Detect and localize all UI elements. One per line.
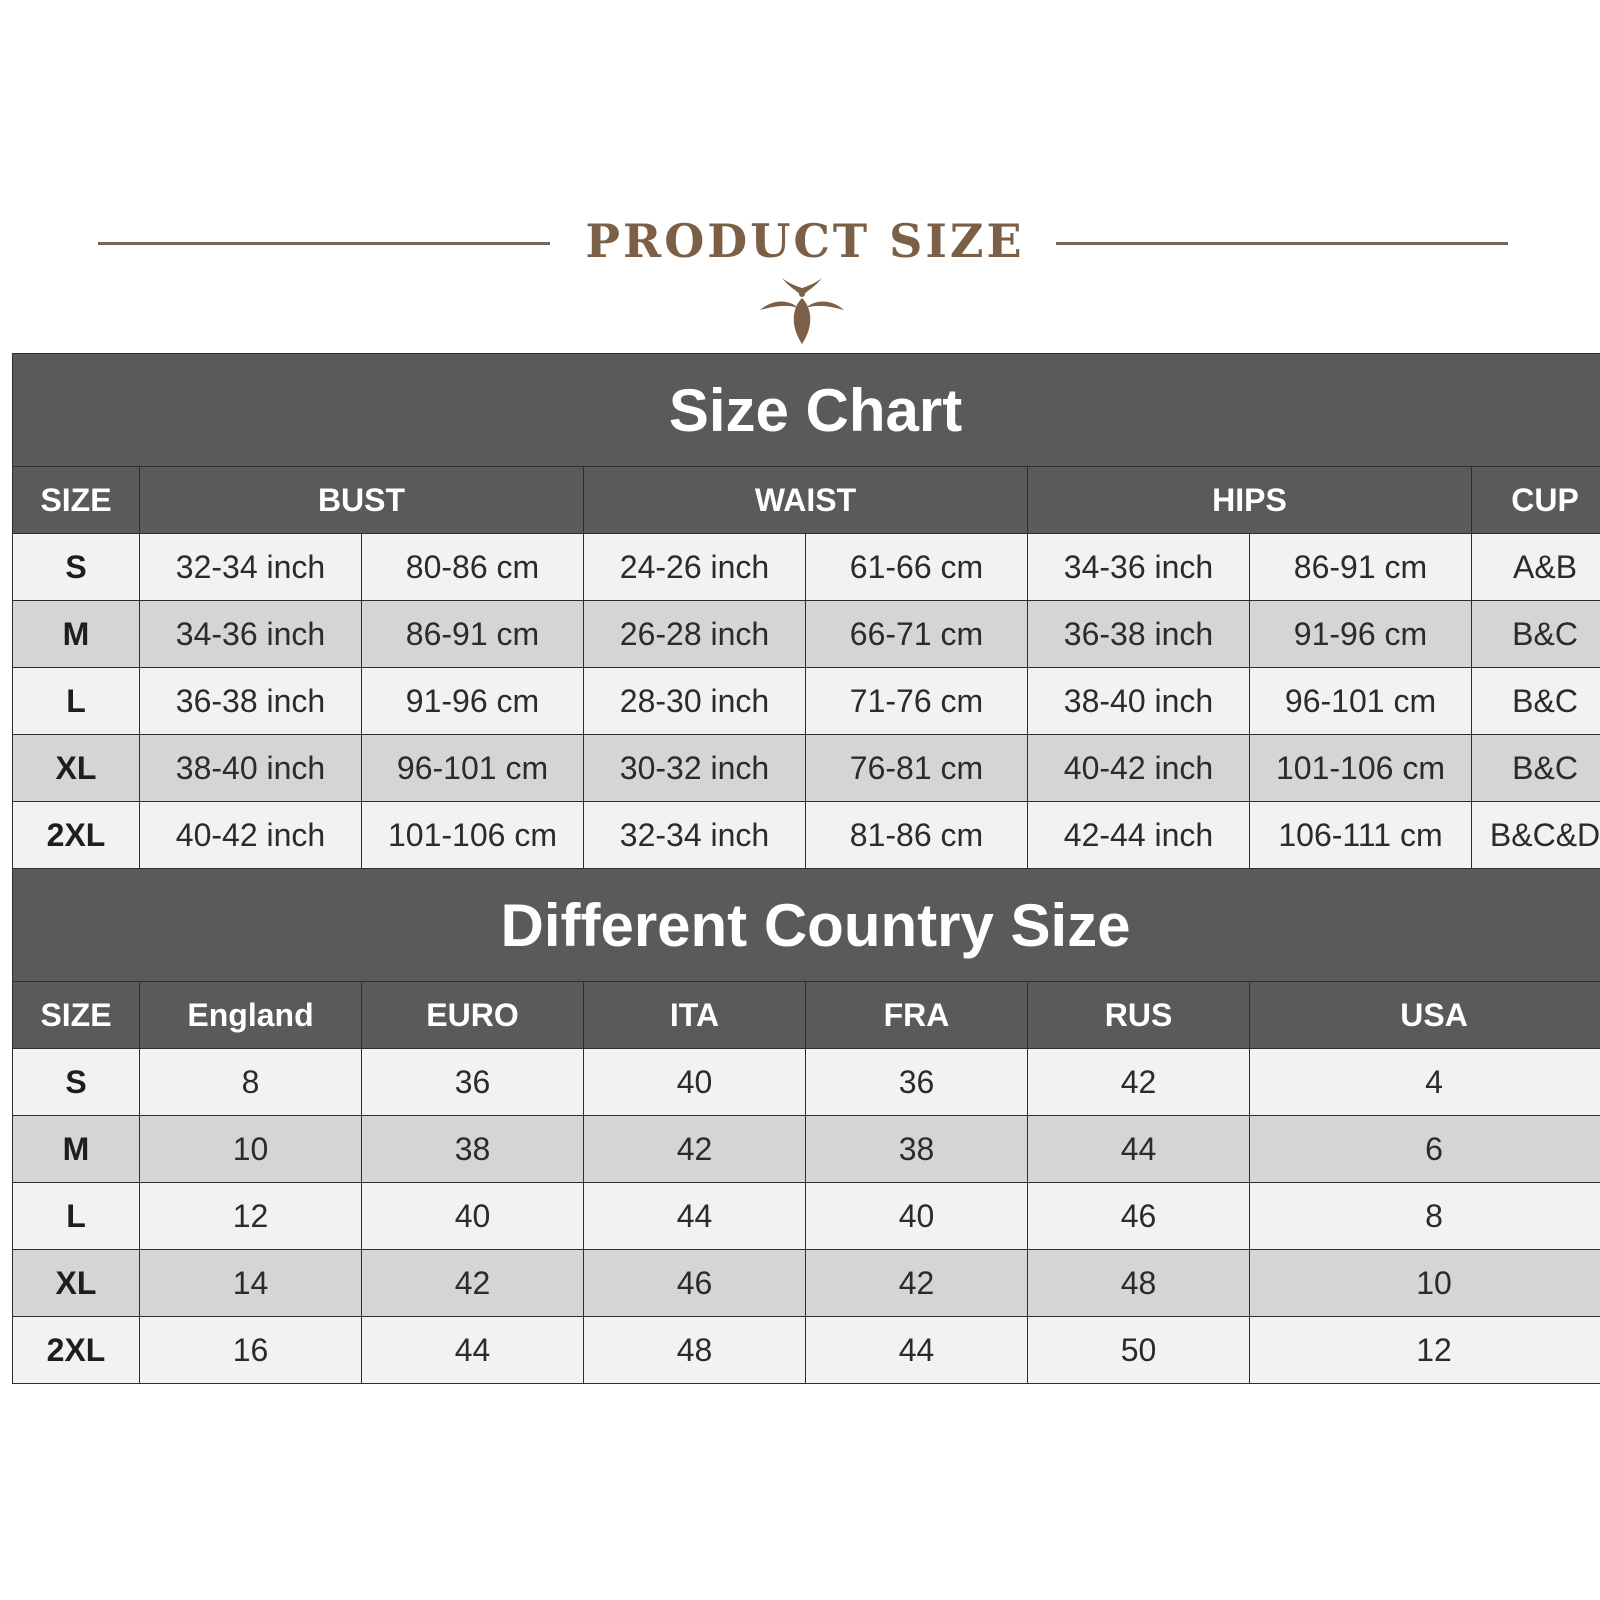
- rus-cell: 48: [1028, 1250, 1250, 1317]
- england-cell: 16: [140, 1317, 362, 1384]
- rus-cell: 46: [1028, 1183, 1250, 1250]
- euro-cell: 36: [362, 1049, 584, 1116]
- fra-cell: 42: [806, 1250, 1028, 1317]
- fra-cell: 44: [806, 1317, 1028, 1384]
- table-row: [13, 668, 1600, 735]
- england-cell: 8: [140, 1049, 362, 1116]
- size-cell: S: [13, 1049, 140, 1116]
- cup-cell: A&B: [1472, 534, 1600, 601]
- euro-cell: 38: [362, 1116, 584, 1183]
- product-size-banner: [0, 200, 1600, 350]
- size-cell: XL: [13, 735, 140, 802]
- col-header-england: England: [140, 982, 362, 1049]
- euro-cell: 42: [362, 1250, 584, 1317]
- size-cell: 2XL: [13, 1317, 140, 1384]
- bust-inch-cell: 34-36 inch: [140, 601, 362, 668]
- col-header-ita: ITA: [584, 982, 806, 1049]
- waist-cm-cell: 76-81 cm: [806, 735, 1028, 802]
- ita-cell: 40: [584, 1049, 806, 1116]
- col-header-waist: WAIST: [584, 467, 1028, 534]
- size-cell: 2XL: [13, 802, 140, 869]
- england-cell: 12: [140, 1183, 362, 1250]
- table-row: [13, 1250, 1600, 1317]
- rus-cell: 42: [1028, 1049, 1250, 1116]
- ita-cell: 42: [584, 1116, 806, 1183]
- ita-cell: 46: [584, 1250, 806, 1317]
- waist-inch-cell: 26-28 inch: [584, 601, 806, 668]
- bust-inch-cell: 32-34 inch: [140, 534, 362, 601]
- waist-cm-cell: 81-86 cm: [806, 802, 1028, 869]
- hips-cm-cell: 86-91 cm: [1250, 534, 1472, 601]
- size-cell: S: [13, 534, 140, 601]
- col-header-size: SIZE: [13, 982, 140, 1049]
- euro-cell: 40: [362, 1183, 584, 1250]
- hips-inch-cell: 42-44 inch: [1028, 802, 1250, 869]
- fra-cell: 40: [806, 1183, 1028, 1250]
- waist-cm-cell: 66-71 cm: [806, 601, 1028, 668]
- table-row: [13, 1049, 1600, 1116]
- england-cell: 14: [140, 1250, 362, 1317]
- table-row: [13, 534, 1600, 601]
- bust-inch-cell: 40-42 inch: [140, 802, 362, 869]
- col-header-size: SIZE: [13, 467, 140, 534]
- size-chart-title: Size Chart: [13, 354, 1600, 467]
- col-header-fra: FRA: [806, 982, 1028, 1049]
- table-row: [13, 601, 1600, 668]
- size-cell: L: [13, 668, 140, 735]
- waist-inch-cell: 24-26 inch: [584, 534, 806, 601]
- bust-cm-cell: 86-91 cm: [362, 601, 584, 668]
- hips-cm-cell: 96-101 cm: [1250, 668, 1472, 735]
- col-header-cup: CUP: [1472, 467, 1600, 534]
- bust-cm-cell: 101-106 cm: [362, 802, 584, 869]
- waist-cm-cell: 71-76 cm: [806, 668, 1028, 735]
- hips-inch-cell: 36-38 inch: [1028, 601, 1250, 668]
- rus-cell: 50: [1028, 1317, 1250, 1384]
- cup-cell: B&C: [1472, 735, 1600, 802]
- col-header-usa: USA: [1250, 982, 1600, 1049]
- cup-cell: B&C: [1472, 601, 1600, 668]
- fra-cell: 38: [806, 1116, 1028, 1183]
- cup-cell: B&C&D: [1472, 802, 1600, 869]
- size-table: [12, 353, 1600, 1384]
- table-row: [13, 1317, 1600, 1384]
- bust-cm-cell: 91-96 cm: [362, 668, 584, 735]
- banner-rule-right: [1056, 242, 1508, 245]
- hips-inch-cell: 34-36 inch: [1028, 534, 1250, 601]
- size-cell: XL: [13, 1250, 140, 1317]
- euro-cell: 44: [362, 1317, 584, 1384]
- table-row: [13, 802, 1600, 869]
- col-header-euro: EURO: [362, 982, 584, 1049]
- size-cell: M: [13, 1116, 140, 1183]
- hips-cm-cell: 101-106 cm: [1250, 735, 1472, 802]
- usa-cell: 8: [1250, 1183, 1600, 1250]
- table-row: [13, 735, 1600, 802]
- bust-inch-cell: 38-40 inch: [140, 735, 362, 802]
- table-row: [13, 1183, 1600, 1250]
- banner-rule-left: [98, 242, 550, 245]
- england-cell: 10: [140, 1116, 362, 1183]
- col-header-hips: HIPS: [1028, 467, 1472, 534]
- rus-cell: 44: [1028, 1116, 1250, 1183]
- hips-inch-cell: 40-42 inch: [1028, 735, 1250, 802]
- usa-cell: 12: [1250, 1317, 1600, 1384]
- bust-cm-cell: 80-86 cm: [362, 534, 584, 601]
- bust-cm-cell: 96-101 cm: [362, 735, 584, 802]
- bust-inch-cell: 36-38 inch: [140, 668, 362, 735]
- banner-title: PRODUCT SIZE: [585, 214, 1025, 268]
- usa-cell: 6: [1250, 1116, 1600, 1183]
- size-chart-header-row: [13, 467, 1600, 534]
- fra-cell: 36: [806, 1049, 1028, 1116]
- waist-cm-cell: 61-66 cm: [806, 534, 1028, 601]
- size-cell: L: [13, 1183, 140, 1250]
- hips-cm-cell: 106-111 cm: [1250, 802, 1472, 869]
- table-row: [13, 1116, 1600, 1183]
- country-size-title: Different Country Size: [13, 869, 1600, 982]
- country-size-header-row: [13, 982, 1600, 1049]
- usa-cell: 10: [1250, 1250, 1600, 1317]
- hips-cm-cell: 91-96 cm: [1250, 601, 1472, 668]
- col-header-rus: RUS: [1028, 982, 1250, 1049]
- col-header-bust: BUST: [140, 467, 584, 534]
- hips-inch-cell: 38-40 inch: [1028, 668, 1250, 735]
- waist-inch-cell: 30-32 inch: [584, 735, 806, 802]
- waist-inch-cell: 32-34 inch: [584, 802, 806, 869]
- fleur-ornament-icon: [752, 274, 852, 348]
- waist-inch-cell: 28-30 inch: [584, 668, 806, 735]
- usa-cell: 4: [1250, 1049, 1600, 1116]
- ita-cell: 44: [584, 1183, 806, 1250]
- size-tables: [12, 353, 1600, 1384]
- ita-cell: 48: [584, 1317, 806, 1384]
- cup-cell: B&C: [1472, 668, 1600, 735]
- size-cell: M: [13, 601, 140, 668]
